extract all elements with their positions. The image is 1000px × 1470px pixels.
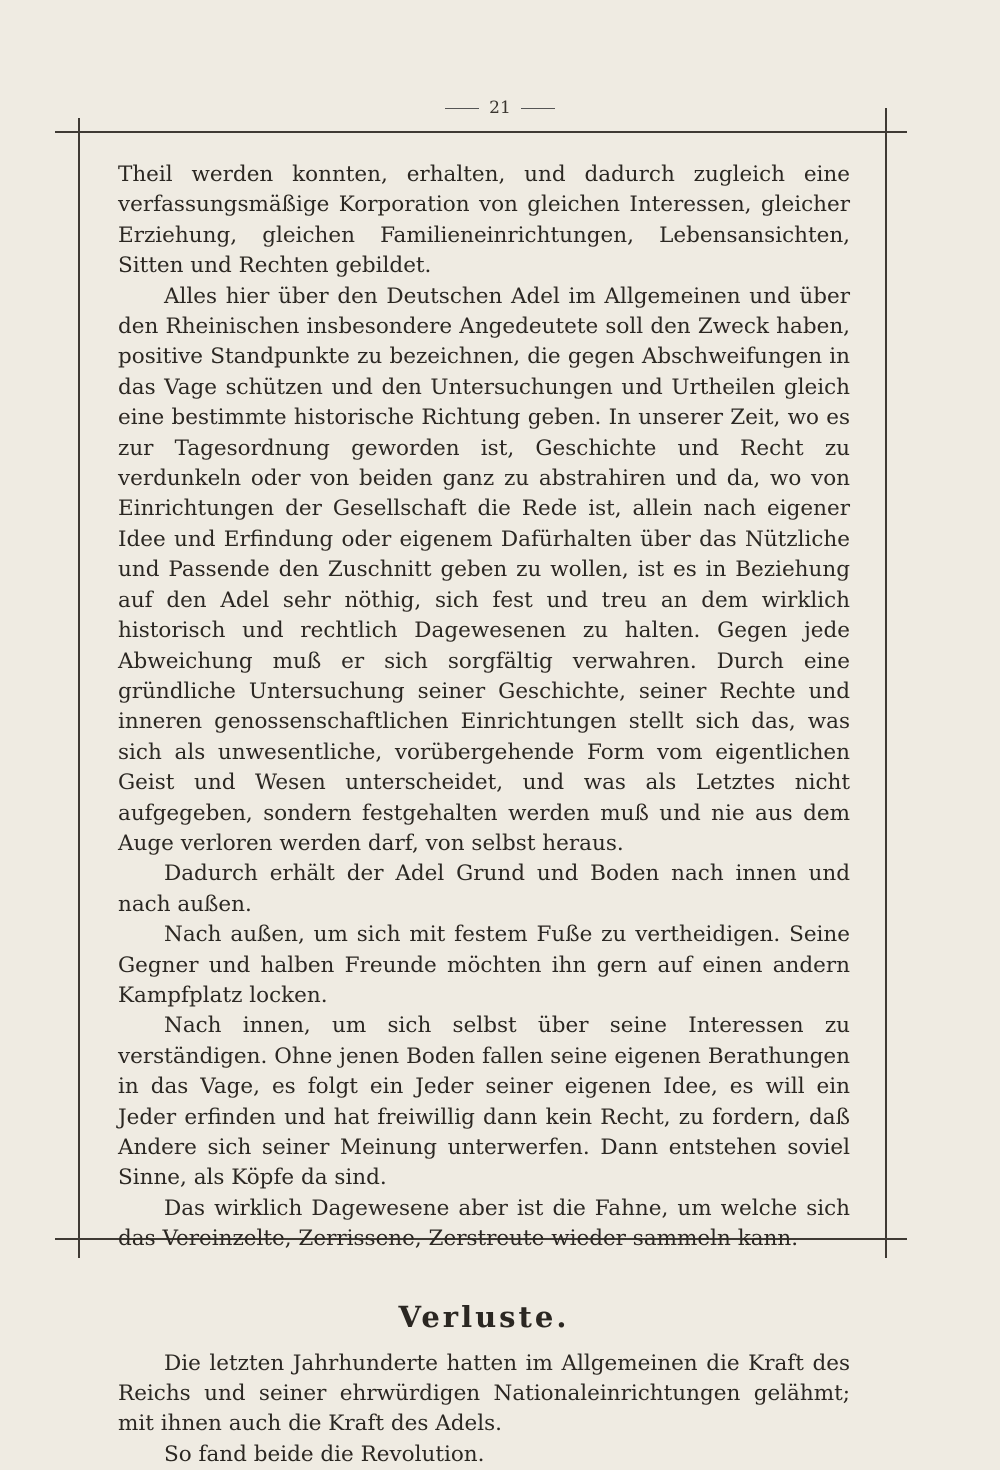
section-paragraph-2: So fand beide die Revolution. [164, 1441, 485, 1467]
page-text [118, 160, 850, 1470]
header-dash-right [521, 108, 555, 109]
section-paragraph-1: Die letzten Jahrhunderte hatten im Allgemeinen die Kraft des Reichs und seiner ehrwürdigen Nationaleinrichtungen gelähmt; mit ihnen auch die Kraft des Adels. [118, 1350, 850, 1437]
paragraph-5: Nach innen, um sich selbst über seine Interessen zu verständigen. Ohne jenen Boden fallen seine eigenen Berathungen in das Vage, es folgt ein Jeder seiner eigenen Idee, es will ein Jeder erfinden und hat freiwillig dann kein Recht, zu fordern, daß Andere sich seiner Meinung unterwerfen. Dann entstehen soviel Sinne, als Köpfe da sind. [118, 1013, 850, 1191]
paragraph-3: Dadurch erhält der Adel Grund und Boden nach innen und nach außen. [118, 861, 850, 917]
paragraph-1: Theil werden konnten, erhalten, und dadurch zugleich eine verfassungsmäßige Korporation von gleichen Interessen, gleicher Erziehung, gleichen Familieneinrichtungen, Lebensansichten, Sitten und Rechten gebildet. [118, 162, 850, 279]
paragraph-6: Das wirklich Dagewesene aber ist die Fahne, um welche sich das Vereinzelte, Zerrissene, Zerstreute wieder sammeln kann. [118, 1195, 850, 1252]
page-number: 21 [489, 98, 511, 118]
page-header [0, 98, 1000, 118]
left-frame-rule [78, 118, 80, 1258]
header-dash-left [445, 108, 479, 109]
paragraph-2: Alles hier über den Deutschen Adel im Allgemeinen und über den Rheinischen insbesondere Angedeutete soll den Zweck haben, positive Standpunkte zu bezeichnen, die gegen Abschweifungen in das Vage schützen und den Untersuchungen und Urtheilen gleich eine bestimmte historische Richtung geben. In unserer Zeit, wo es zur Tagesordnung geworden ist, Geschichte und Recht zu verdunkeln oder von beiden ganz zu abstrahiren und da, wo von Einrichtungen der Gesellschaft die Rede ist, allein nach eigener Idee und Erfindung oder eigenem Dafürhalten über das Nützliche und Passende den Zuschnitt geben zu wollen, ist es in Beziehung auf den Adel sehr nöthig, sich fest und treu an dem wirklich historisch und rechtlich Dagewesenen zu halten. Gegen jede Abweichung muß er sich sorgfältig verwahren. Durch eine gründliche Untersuchung seiner Geschichte, seiner Rechte und inneren genossenschaftlichen Einrichtungen stellt sich das, was sich als unwesentliche, vorübergehende Form vom eigentlichen Geist und Wesen unterscheidet, und was als Letztes nicht aufgegeben, sondern festgehalten werden muß und nie aus dem Auge verloren werden darf, von selbst heraus. [118, 283, 850, 856]
top-frame-rule [55, 131, 907, 133]
paragraph-4: Nach außen, um sich mit festem Fuße zu vertheidigen. Seine Gegner und halben Freunde möchten ihn gern auf einen andern Kampfplatz locken. [118, 922, 850, 1008]
right-frame-rule [885, 108, 887, 1258]
section-heading: Verluste. [398, 1299, 570, 1334]
